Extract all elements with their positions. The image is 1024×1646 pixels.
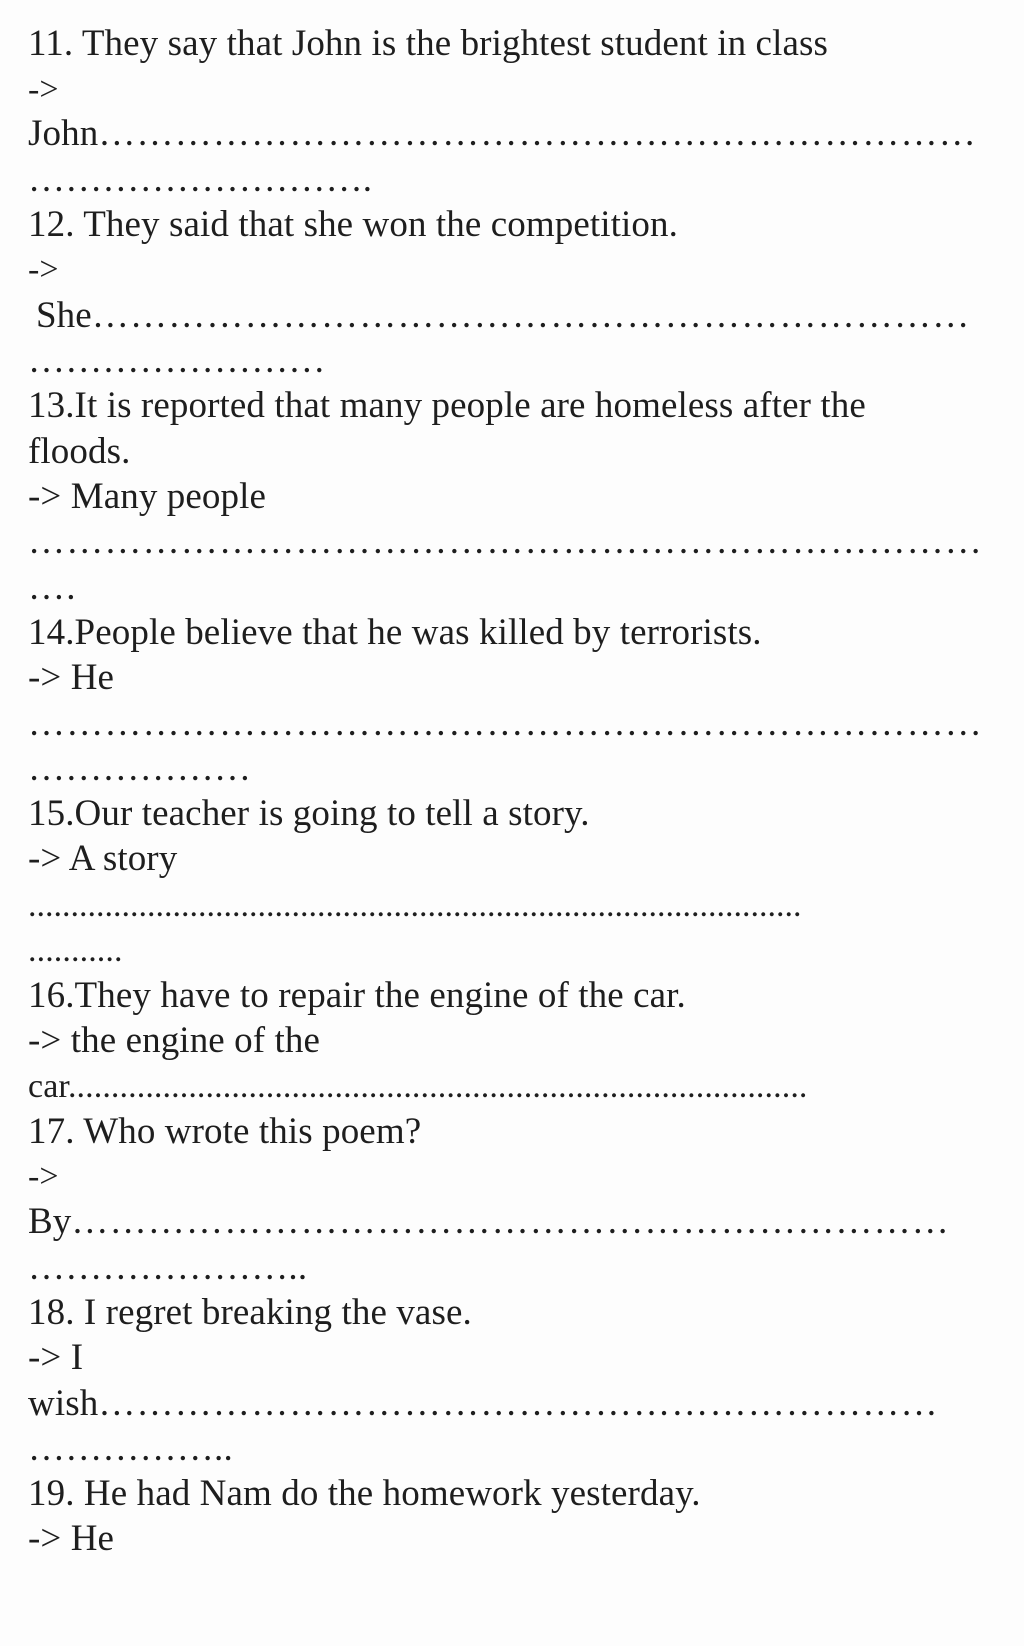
answer-prompt-13: -> Many people [28,476,267,517]
answer-line-14[interactable] [28,702,983,748]
answer-line-12[interactable] [36,294,970,340]
cont-dots-18: …………….. [28,1428,233,1469]
arrow-17: -> [28,1158,59,1195]
question-11: 11. They say that John is the brightest student in class [28,23,828,64]
answer-dots-14: ………………………………………………………………… [28,703,983,744]
answer-prompt-16: -> the engine of the [28,1020,321,1061]
answer-line-18[interactable] [28,1382,939,1428]
cont-dots-17: ………………….. [28,1247,308,1288]
question-16: 16.They have to repair the engine of the car. [28,975,686,1016]
cont-dots-14: ……………… [28,748,252,789]
answer-continuation-18[interactable] [28,1427,233,1473]
answer-prompt-15: -> A story [28,838,178,879]
answer-start-18: wish [28,1383,99,1424]
answer-prompt-14: -> He [28,657,115,698]
answer-line-13[interactable] [28,520,983,566]
answer-start-12: She [36,295,92,336]
question-12: 12. They said that she won the competition. [28,204,678,245]
answer-start-17: By [28,1201,72,1242]
answer-continuation-12[interactable] [28,339,326,385]
answer-line-17[interactable] [28,1200,950,1246]
answer-start-16: car [28,1068,68,1105]
question-13: 13.It is reported that many people are homeless after the [28,385,866,426]
answer-continuation-14[interactable] [28,747,251,793]
question-17: 17. Who wrote this poem? [28,1111,422,1152]
answer-line-11[interactable] [28,112,977,158]
question-15: 15.Our teacher is going to tell a story. [28,793,590,834]
question-13-cont: floods. [28,431,131,472]
answer-continuation-11[interactable] [28,158,372,204]
question-14: 14.People believe that he was killed by terrorists. [28,612,762,653]
cont-dots-12: …………………… [28,340,326,381]
question-18: 18. I regret breaking the vase. [28,1292,472,1333]
answer-dots-12: …………………………………………………………… [91,295,971,336]
answer-prompt-18: -> I [28,1337,84,1378]
cont-dots-11: ………………………. [28,159,373,200]
answer-start-11: John [28,113,99,154]
answer-dots-11: …………………………………………………………… [98,113,977,154]
answer-dots-13: ………………………………………………………………… [28,521,983,562]
answer-dots-16: ...................................................................................... [67,1068,808,1105]
answer-continuation-17[interactable] [28,1246,307,1292]
arrow-11: -> [28,71,59,108]
answer-continuation-15[interactable] [28,929,123,975]
cont-dots-15: ........... [28,932,123,969]
answer-line-15[interactable] [28,884,802,930]
arrow-12: -> [28,251,59,288]
question-19: 19. He had Nam do the homework yesterday. [28,1473,701,1514]
answer-continuation-13[interactable] [28,566,77,612]
cont-dots-13: …. [28,567,77,608]
answer-dots-18: ………………………………………………………… [98,1383,939,1424]
answer-dots-17: …………………………………………………………… [71,1201,950,1242]
answer-dots-15: ........................................................................................... [28,887,802,924]
answer-prompt-19: -> He [28,1518,115,1559]
answer-line-16[interactable] [28,1065,808,1111]
